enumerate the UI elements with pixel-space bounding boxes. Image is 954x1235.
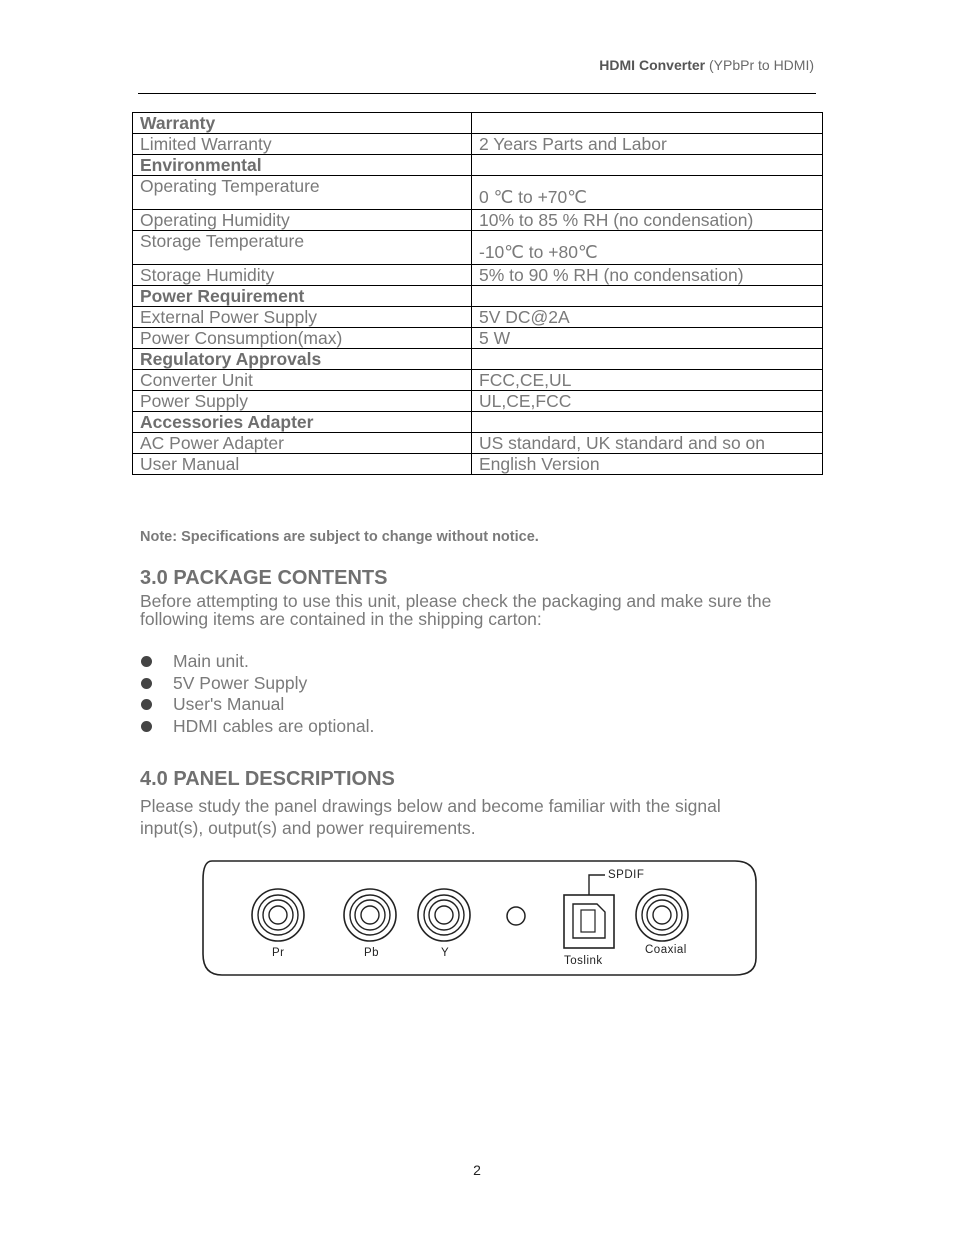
table-row <box>133 370 823 391</box>
spec-label: Power Consumption(max) <box>133 328 472 349</box>
table-row <box>133 454 823 475</box>
spec-label: Operating Humidity <box>133 210 472 231</box>
spec-value: UL,CE,FCC <box>472 391 823 412</box>
section-label: Regulatory Approvals <box>133 349 472 370</box>
section-label: Accessories Adapter <box>133 412 472 433</box>
section-label: Warranty <box>133 113 472 134</box>
spec-value: 5V DC@2A <box>472 307 823 328</box>
pr-jack-icon <box>252 889 304 941</box>
spdif-bracket <box>589 875 605 895</box>
panel-intro: Please study the panel drawings below and become familiar with the signal input(s), output(s) and power requirements. <box>140 796 721 838</box>
list-item <box>140 673 374 695</box>
spec-value <box>472 286 823 307</box>
spec-label: Converter Unit <box>133 370 472 391</box>
spec-label: Operating Temperature <box>133 176 472 210</box>
list-item-label: Main unit. <box>173 651 249 671</box>
header-rule <box>138 93 816 94</box>
pr-label: Pr <box>272 947 285 959</box>
toslink-port-icon <box>564 895 614 948</box>
table-row <box>133 328 823 349</box>
list-item <box>140 651 374 673</box>
spec-label: External Power Supply <box>133 307 472 328</box>
spec-value: 10% to 85 % RH (no condensation) <box>472 210 823 231</box>
note: Note: Specifications are subject to change without notice. <box>140 529 539 545</box>
coaxial-label: Coaxial <box>645 944 687 956</box>
spec-label: User Manual <box>133 454 472 475</box>
table-row <box>133 307 823 328</box>
pb-label: Pb <box>364 947 380 959</box>
table-row <box>133 286 823 307</box>
list-item <box>140 694 374 716</box>
table-row <box>133 134 823 155</box>
spec-label: Limited Warranty <box>133 134 472 155</box>
spec-value <box>472 155 823 176</box>
spec-value: -10℃ to +80℃ <box>472 231 823 265</box>
spec-label: Storage Temperature <box>133 231 472 265</box>
page-number: 2 <box>473 1162 481 1178</box>
table-row <box>133 176 823 210</box>
coaxial-jack-icon <box>636 889 688 941</box>
table-row <box>133 155 823 176</box>
spec-value: 0 ℃ to +70℃ <box>472 176 823 210</box>
bullet-icon <box>141 699 152 710</box>
spec-value: 5 W <box>472 328 823 349</box>
spec-value: English Version <box>472 454 823 475</box>
bullet-icon <box>141 678 152 689</box>
spec-value: US standard, UK standard and so on <box>472 433 823 454</box>
spec-label: AC Power Adapter <box>133 433 472 454</box>
section-label: Environmental <box>133 155 472 176</box>
spec-label: Storage Humidity <box>133 265 472 286</box>
spec-value <box>472 412 823 433</box>
spdif-label: SPDIF <box>608 869 645 881</box>
panel-heading: 4.0 PANEL DESCRIPTIONS <box>140 768 395 790</box>
y-label: Y <box>441 947 450 959</box>
table-row <box>133 349 823 370</box>
package-intro: Before attempting to use this unit, please check the packaging and make sure the following items are contained in the shipping carton: <box>140 591 772 629</box>
spec-label: Power Supply <box>133 391 472 412</box>
spec-value <box>472 349 823 370</box>
toslink-label: Toslink <box>564 955 603 967</box>
package-heading: 3.0 PACKAGE CONTENTS <box>140 567 388 589</box>
list-item-label: HDMI cables are optional. <box>173 715 375 736</box>
table-row <box>133 265 823 286</box>
spec-value: 5% to 90 % RH (no condensation) <box>472 265 823 286</box>
pb-jack-icon <box>344 889 396 941</box>
spec-value <box>472 113 823 134</box>
section-label: Power Requirement <box>133 286 472 307</box>
bullet-icon <box>141 721 152 732</box>
panel-drawing <box>200 858 760 978</box>
y-jack-icon <box>418 889 470 941</box>
spec-table <box>132 112 823 475</box>
bullet-icon <box>141 656 152 667</box>
spec-value: FCC,CE,UL <box>472 370 823 391</box>
header-subtitle: (YPbPr to HDMI) <box>705 57 814 73</box>
header-title: HDMI Converter <box>599 57 706 73</box>
table-row <box>133 433 823 454</box>
list-item-label: User's Manual <box>173 694 285 714</box>
table-row <box>133 391 823 412</box>
list-item <box>140 716 374 738</box>
page-header <box>599 57 814 73</box>
led-indicator-icon <box>507 907 525 925</box>
table-row <box>133 412 823 433</box>
spec-value: 2 Years Parts and Labor <box>472 134 823 155</box>
list-item-label: 5V Power Supply <box>173 672 308 693</box>
table-row <box>133 113 823 134</box>
package-list <box>140 651 374 737</box>
spec-table-body <box>133 113 823 475</box>
table-row <box>133 231 823 265</box>
table-row <box>133 210 823 231</box>
